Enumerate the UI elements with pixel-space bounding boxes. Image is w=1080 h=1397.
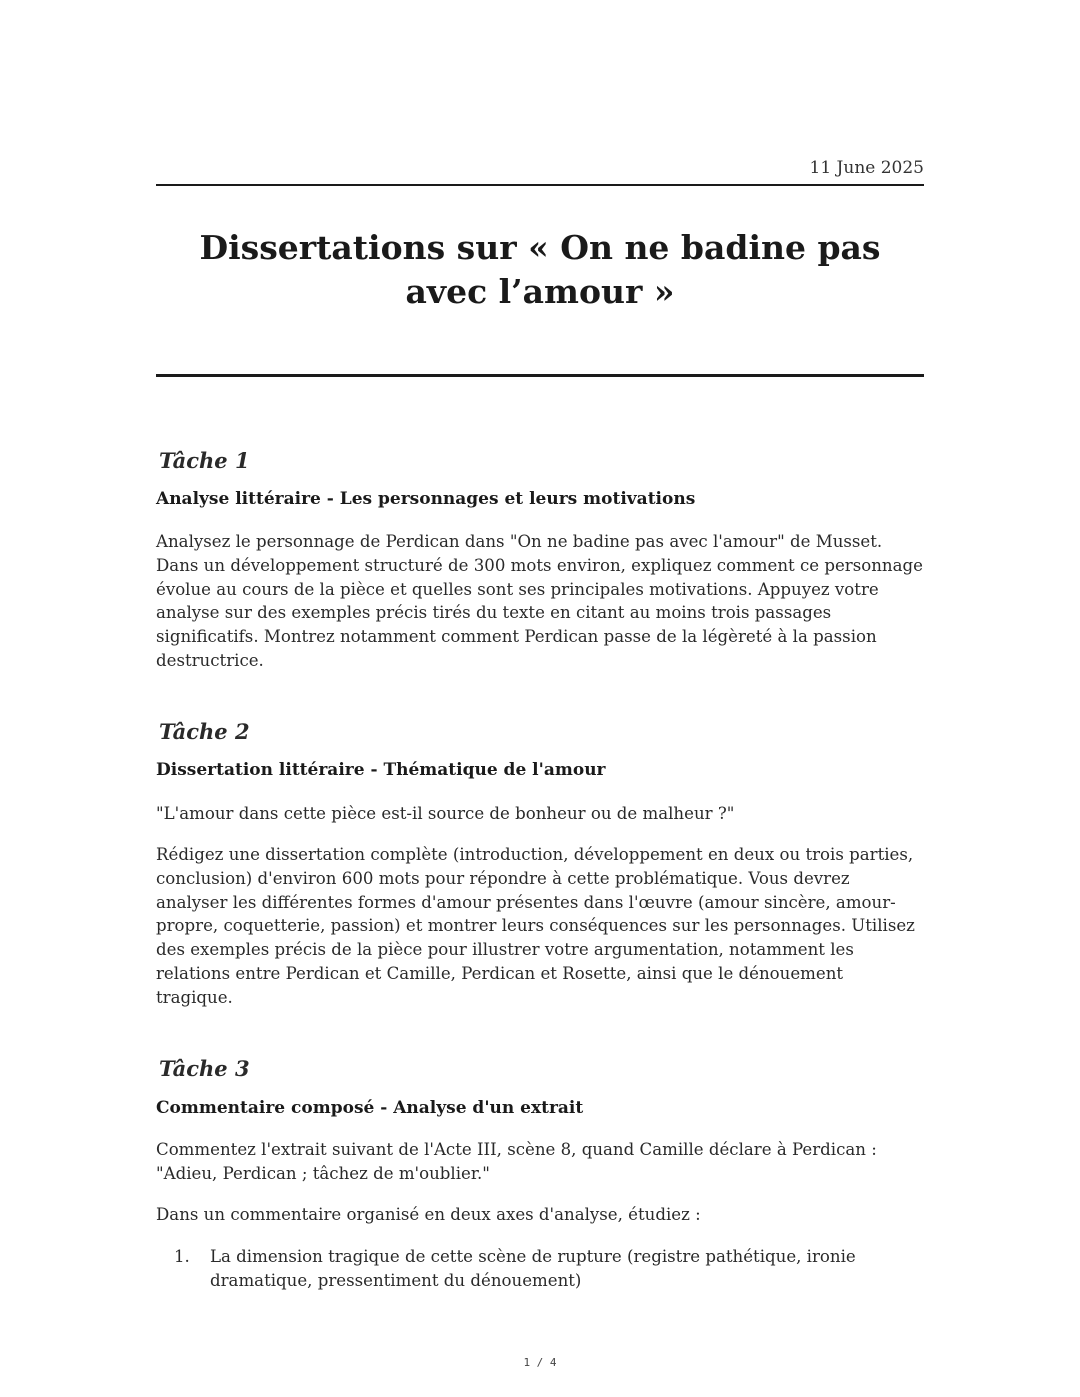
list-item-number: 1.	[174, 1247, 190, 1266]
task-3-subtitle: Commentaire composé - Analyse d'un extrait	[156, 1098, 584, 1118]
task-3-list	[174, 1245, 892, 1293]
task-3-heading: Tâche 3	[159, 1056, 250, 1081]
header-divider	[156, 184, 924, 186]
task-2-paragraph: Rédigez une dissertation complète (introduction, développement en deux ou trois parties, conclusion) d'environ 600 mots pour répondre à cette problématique. Vous devrez analyser les différentes formes d'amour présentes dans l'œuvre (amour sincère, amour-propre, coquetterie, passion) et montrer leurs conséquences sur les personnages. Utilisez des exemples précis de la pièce pour illustrer votre argumentation, notamment les relations entre Perdican et Camille, Perdican et Rosette, ainsi que le dénouement tragique.	[156, 845, 915, 1007]
task-1-paragraph: Analysez le personnage de Perdican dans "On ne badine pas avec l'amour" de Musset. Dans un développement structuré de 300 mots environ, expliquez comment ce personnage évolue au cours de la pièce et quelles sont ses principales motivations. Appuyez votre analyse sur des exemples précis tirés du texte en citant au moins trois passages significatifs. Montrez notamment comment Perdican passe de la légèreté à la passion destructrice.	[156, 532, 923, 670]
list-item-text: La dimension tragique de cette scène de rupture (registre pathétique, ironie dramatique, pressentiment du dénouement)	[210, 1247, 856, 1290]
task-2-subtitle: Dissertation littéraire - Thématique de l'amour	[156, 760, 606, 780]
task-2-question: "L'amour dans cette pièce est-il source de bonheur ou de malheur ?"	[156, 804, 735, 823]
task-1-subtitle: Analyse littéraire - Les personnages et leurs motivations	[156, 489, 696, 509]
list-item	[174, 1245, 892, 1293]
document-page	[156, 0, 924, 1397]
task-3-paragraph: Commentez l'extrait suivant de l'Acte III, scène 8, quand Camille déclare à Perdican : "Adieu, Perdican ; tâchez de m'oublier."	[156, 1140, 877, 1183]
document-title: Dissertations sur « On ne badine pas avec l’amour »	[199, 228, 881, 311]
page-indicator: 1 / 4	[523, 1356, 557, 1369]
title-divider	[156, 374, 924, 377]
document-date: 11 June 2025	[809, 158, 924, 178]
task-3-instruction: Dans un commentaire organisé en deux axes d'analyse, étudiez :	[156, 1205, 701, 1224]
task-2-heading: Tâche 2	[159, 719, 250, 744]
task-1-heading: Tâche 1	[159, 448, 250, 473]
